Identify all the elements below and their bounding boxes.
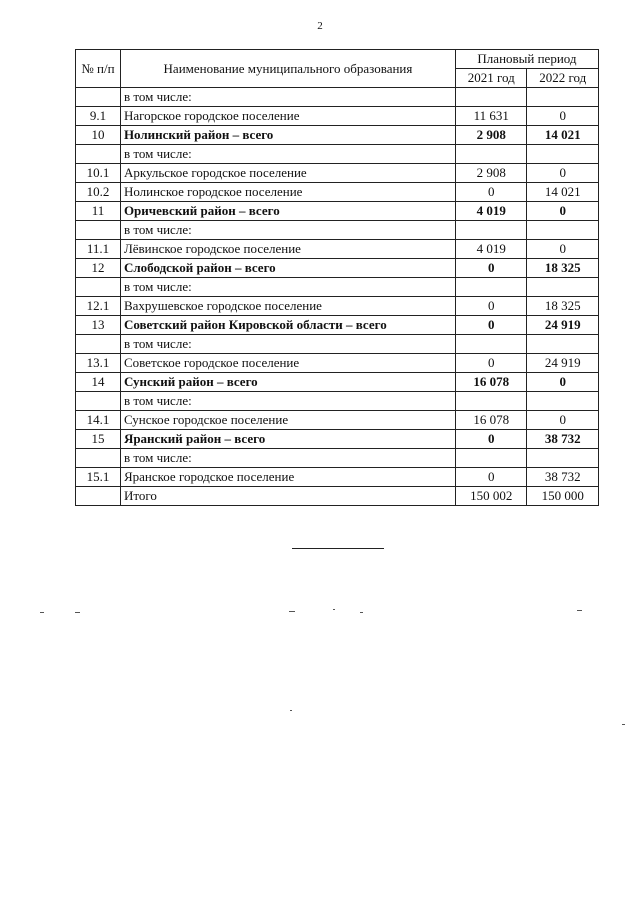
header-num: № п/п <box>76 50 121 88</box>
table-row <box>76 107 599 126</box>
row-value-2022-cell: 150 000 <box>527 487 599 506</box>
row-number-cell <box>76 392 121 411</box>
row-value-2022-cell: 0 <box>527 373 599 392</box>
table-row <box>76 221 599 240</box>
row-value-2022-cell: 38 732 <box>527 468 599 487</box>
row-value-2021-cell: 0 <box>455 468 527 487</box>
row-number-cell: 14 <box>76 373 121 392</box>
table-row <box>76 411 599 430</box>
closing-divider-line <box>292 548 384 549</box>
row-value-2022-cell: 38 732 <box>527 430 599 449</box>
row-value-2021-cell <box>455 449 527 468</box>
row-name-cell: Яранское городское поселение <box>120 468 455 487</box>
page-number: 2 <box>317 20 323 32</box>
table-row <box>76 202 599 221</box>
row-value-2021-cell: 0 <box>455 297 527 316</box>
row-name-cell: в том числе: <box>120 145 455 164</box>
row-value-2021-cell: 0 <box>455 316 527 335</box>
budget-table <box>75 49 599 506</box>
row-name-cell: Советское городское поселение <box>120 354 455 373</box>
row-value-2022-cell <box>527 221 599 240</box>
row-value-2022-cell: 0 <box>527 164 599 183</box>
row-name-cell: Сунский район – всего <box>120 373 455 392</box>
table-row <box>76 259 599 278</box>
row-name-cell: Вахрушевское городское поселение <box>120 297 455 316</box>
row-name-cell: Яранский район – всего <box>120 430 455 449</box>
row-value-2021-cell: 4 019 <box>455 202 527 221</box>
table-row <box>76 392 599 411</box>
row-name-cell: Советский район Кировской области – всего <box>120 316 455 335</box>
row-value-2022-cell: 18 325 <box>527 297 599 316</box>
row-number-cell: 15 <box>76 430 121 449</box>
row-value-2021-cell: 2 908 <box>455 126 527 145</box>
row-name-cell: Нагорское городское поселение <box>120 107 455 126</box>
row-value-2021-cell: 16 078 <box>455 411 527 430</box>
row-value-2021-cell <box>455 221 527 240</box>
table-row <box>76 164 599 183</box>
row-value-2021-cell: 0 <box>455 259 527 278</box>
row-number-cell <box>76 335 121 354</box>
row-number-cell: 12.1 <box>76 297 121 316</box>
header-name: Наименование муниципального образования <box>120 50 455 88</box>
row-name-cell: Сунское городское поселение <box>120 411 455 430</box>
row-name-cell: в том числе: <box>120 278 455 297</box>
row-number-cell: 13.1 <box>76 354 121 373</box>
table-row <box>76 468 599 487</box>
table-row <box>76 297 599 316</box>
table-row <box>76 354 599 373</box>
row-value-2021-cell: 16 078 <box>455 373 527 392</box>
row-value-2022-cell <box>527 335 599 354</box>
table-row <box>76 316 599 335</box>
row-value-2022-cell <box>527 392 599 411</box>
row-value-2021-cell <box>455 145 527 164</box>
row-number-cell <box>76 145 121 164</box>
row-name-cell: в том числе: <box>120 449 455 468</box>
row-name-cell: в том числе: <box>120 392 455 411</box>
header-year-2021: 2021 год <box>455 69 527 88</box>
row-value-2021-cell: 0 <box>455 183 527 202</box>
row-number-cell <box>76 88 121 107</box>
row-name-cell: в том числе: <box>120 221 455 240</box>
row-value-2021-cell <box>455 392 527 411</box>
header-year-2022: 2022 год <box>527 69 599 88</box>
row-value-2021-cell: 0 <box>455 354 527 373</box>
row-value-2022-cell <box>527 145 599 164</box>
row-number-cell: 12 <box>76 259 121 278</box>
row-number-cell: 13 <box>76 316 121 335</box>
table-row <box>76 278 599 297</box>
row-value-2021-cell: 2 908 <box>455 164 527 183</box>
row-number-cell: 15.1 <box>76 468 121 487</box>
row-number-cell: 10 <box>76 126 121 145</box>
row-value-2021-cell: 0 <box>455 430 527 449</box>
row-number-cell <box>76 487 121 506</box>
row-number-cell: 10.1 <box>76 164 121 183</box>
row-value-2022-cell <box>527 88 599 107</box>
row-name-cell: Оричевский район – всего <box>120 202 455 221</box>
row-value-2022-cell: 0 <box>527 202 599 221</box>
row-name-cell: Итого <box>120 487 455 506</box>
row-value-2021-cell: 11 631 <box>455 107 527 126</box>
row-value-2022-cell: 24 919 <box>527 354 599 373</box>
row-value-2022-cell: 14 021 <box>527 126 599 145</box>
row-name-cell: в том числе: <box>120 88 455 107</box>
row-name-cell: Аркульское городское поселение <box>120 164 455 183</box>
table-row <box>76 430 599 449</box>
row-value-2022-cell: 18 325 <box>527 259 599 278</box>
row-number-cell: 11.1 <box>76 240 121 259</box>
table-row <box>76 373 599 392</box>
row-value-2021-cell <box>455 278 527 297</box>
row-value-2021-cell: 4 019 <box>455 240 527 259</box>
row-value-2022-cell: 14 021 <box>527 183 599 202</box>
row-number-cell: 10.2 <box>76 183 121 202</box>
row-value-2022-cell <box>527 278 599 297</box>
table-row <box>76 449 599 468</box>
row-number-cell: 9.1 <box>76 107 121 126</box>
table-row <box>76 335 599 354</box>
row-number-cell <box>76 449 121 468</box>
row-value-2022-cell: 0 <box>527 411 599 430</box>
table-row <box>76 145 599 164</box>
row-value-2021-cell <box>455 335 527 354</box>
row-value-2021-cell <box>455 88 527 107</box>
table-row <box>76 183 599 202</box>
row-value-2022-cell <box>527 449 599 468</box>
row-name-cell: Нолинский район – всего <box>120 126 455 145</box>
row-name-cell: в том числе: <box>120 335 455 354</box>
row-value-2022-cell: 0 <box>527 240 599 259</box>
table-header <box>76 50 599 88</box>
row-number-cell <box>76 278 121 297</box>
row-number-cell: 11 <box>76 202 121 221</box>
header-period: Плановый период <box>455 50 598 69</box>
row-name-cell: Нолинское городское поселение <box>120 183 455 202</box>
row-name-cell: Лёвинское городское поселение <box>120 240 455 259</box>
table-row <box>76 487 599 506</box>
table-row <box>76 240 599 259</box>
table-body <box>76 88 599 506</box>
table-row <box>76 126 599 145</box>
row-number-cell <box>76 221 121 240</box>
row-value-2022-cell: 24 919 <box>527 316 599 335</box>
row-number-cell: 14.1 <box>76 411 121 430</box>
row-value-2022-cell: 0 <box>527 107 599 126</box>
row-name-cell: Слободской район – всего <box>120 259 455 278</box>
row-value-2021-cell: 150 002 <box>455 487 527 506</box>
table-row <box>76 88 599 107</box>
